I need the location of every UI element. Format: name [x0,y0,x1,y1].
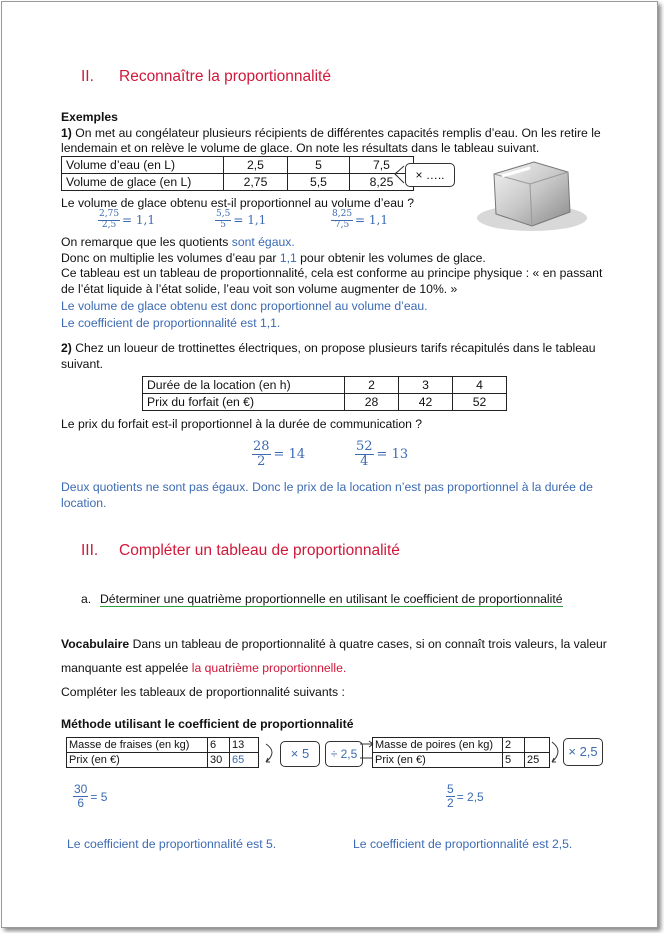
table-cell: 25 [525,753,550,768]
table-cell: Prix (en €) [67,753,208,768]
table-cell: 7,5 [350,157,414,174]
rental-table [142,376,507,411]
table-row [62,174,414,191]
remark-text: On remarque que les quotients [61,235,232,249]
table-cell: 5 [503,753,525,768]
example2-number: 2) [61,341,72,355]
table-cell: 65 [230,753,259,768]
quotient-fraction [331,210,388,231]
table-cell: Masse de fraises (en kg) [67,738,208,753]
table-cell: 3 [399,377,453,394]
fraction-denominator: 4 [360,454,369,470]
vocabulary-text: manquante est appelée [61,661,192,675]
method-heading: Méthode utilisant le coefficient de proportionnalité [61,717,354,731]
table-cell: 2,5 [224,157,288,174]
table-cell: Volume de glace (en L) [62,174,224,191]
table-cell: 2,75 [224,174,288,191]
table-cell: Prix du forfait (en €) [143,394,345,411]
fraction-denominator: 2 [257,454,266,470]
table-row [373,753,550,768]
section-title: Compléter un tableau de proportionnalité [119,542,400,559]
table-cell: Masse de poires (en kg) [373,738,503,753]
physics-line1: Ce tableau est un tableau de proportionnalité, cela est conforme au principe physique : « en passant [61,266,603,280]
table-cell: 13 [230,738,259,753]
vocabulary-term: la quatrième proportionnelle. [191,661,347,675]
fraction-numerator: 30 [74,782,88,796]
vocabulary-line1 [61,637,607,652]
table-cell: 5,5 [288,174,350,191]
pear-table [372,737,550,768]
table-cell: Prix (en €) [373,753,503,768]
fraction-numerator: 5 [447,782,454,796]
example1-line2: lendemain et on relève le volume de glace. On note les résultats dans le tableau suivant. [61,141,540,155]
multiply-5-callout: × 5 [280,741,320,767]
quotient-fraction [355,440,408,470]
multiply-2-5-callout: × 2,5 [563,738,603,766]
multiply-text-end: pour obtenir les volumes de glace. [296,251,486,265]
vocabulary-line2 [61,661,346,676]
table-cell: 28 [345,394,399,411]
table-row [373,738,550,753]
quotient-fraction [215,210,266,231]
table-cell: 2 [345,377,399,394]
fraction-result: = 1,1 [233,213,267,228]
conclusion4: location. [61,496,107,510]
fraction-denominator: 2 [447,796,454,811]
ice-cube-icon [472,154,592,234]
fraction-result: = 2,5 [456,789,484,804]
fraction-result: = 1,1 [122,213,155,228]
table-cell: Volume d’eau (en L) [62,157,224,174]
table-cell: 6 [208,738,230,753]
table-cell: 30 [208,753,230,768]
fraction-denominator: 2,5 [101,219,117,230]
subsection-title: Déterminer une quatrième proportionnelle en utilisant le coefficient de proportionnalité [100,592,563,606]
fraction-result: = 14 [273,447,306,463]
fraction-numerator: 2,75 [99,209,120,219]
fraction-result: = 5 [90,789,108,804]
example2-line1 [61,341,596,356]
table-row [62,157,414,174]
table-cell: 8,25 [350,174,414,191]
vocabulary-label: Vocabulaire [61,637,130,651]
document-page [1,1,658,928]
table-cell: Durée de la location (en h) [143,377,345,394]
vocabulary-text: Dans un tableau de proportionnalité à quatre cases, si on connaît trois valeurs, la valeur [129,637,607,651]
remark-highlight: sont égaux. [231,235,295,249]
fraction-denominator: 7,5 [334,219,350,230]
table-cell: 4 [453,377,507,394]
conclusion1: Le volume de glace obtenu est donc proportionnel au volume d’eau. [61,299,428,313]
examples-heading: Exemples [61,110,118,124]
table-row [143,377,507,394]
fraction-numerator: 52 [356,439,373,454]
table-row [67,753,259,768]
table-cell: 5 [288,157,350,174]
coefficient-right: Le coefficient de proportionnalité est 2,5. [353,837,573,851]
section-title: Reconnaître la proportionnalité [119,68,331,85]
section-number: III. [81,542,99,559]
multiply-line [61,251,486,266]
multiply-text: Donc on multiplie les volumes d’eau par [61,251,280,265]
multiply-coefficient: 1,1 [279,251,297,265]
fraction-result: = 13 [376,447,409,463]
fraction-result: = 1,1 [355,213,388,228]
example1-text: On met au congélateur plusieurs récipients de différentes capacités remplis d’eau. On les retire le [71,126,601,140]
instruction-line: Compléter les tableaux de proportionnalité suivants : [61,685,345,699]
question2: Le prix du forfait est-il proportionnel à la durée de communication ? [61,417,423,431]
example2-text: Chez un loueur de trottinettes électriques, on propose plusieurs tarifs récapitulés dans le tableau [71,341,596,355]
fraction-numerator: 28 [253,439,270,454]
strawberry-table [66,737,259,768]
divide-2-5-callout: ÷ 2,5 [325,741,363,767]
fraction-denominator: 5 [220,219,227,230]
example2-line2: suivant. [61,357,104,371]
table-row [67,738,259,753]
conclusion2: Le coefficient de proportionnalité est 1,1. [61,316,281,330]
quotient-fraction [73,783,107,810]
table-row [143,394,507,411]
fraction-numerator: 5,5 [216,209,231,219]
multiply-callout: × ….. [405,163,455,187]
example1-line1 [61,126,601,141]
physics-line2: de l’état liquide à l’état solide, l’eau voit son volume augmenter de 10%. » [61,282,458,296]
question1: Le volume de glace obtenu est-il proportionnel au volume d’eau ? [61,196,414,210]
table-cell: 52 [453,394,507,411]
water-ice-table [61,156,414,191]
example1-number: 1) [61,126,72,140]
coefficient-left: Le coefficient de proportionnalité est 5. [67,837,277,851]
fraction-numerator: 8,25 [332,209,353,219]
quotient-fraction [252,440,305,470]
table-cell: 2 [503,738,525,753]
quotient-fraction [98,210,155,231]
section-number: II. [81,68,94,85]
table-cell [525,738,550,753]
fraction-denominator: 6 [77,796,85,811]
quotient-fraction [446,783,484,810]
table-cell: 42 [399,394,453,411]
subsection-letter: a. [81,592,92,606]
remark-line [61,235,295,250]
conclusion3: Deux quotients ne sont pas égaux. Donc le prix de la location n’est pas proportionnel à la durée de [61,480,593,494]
